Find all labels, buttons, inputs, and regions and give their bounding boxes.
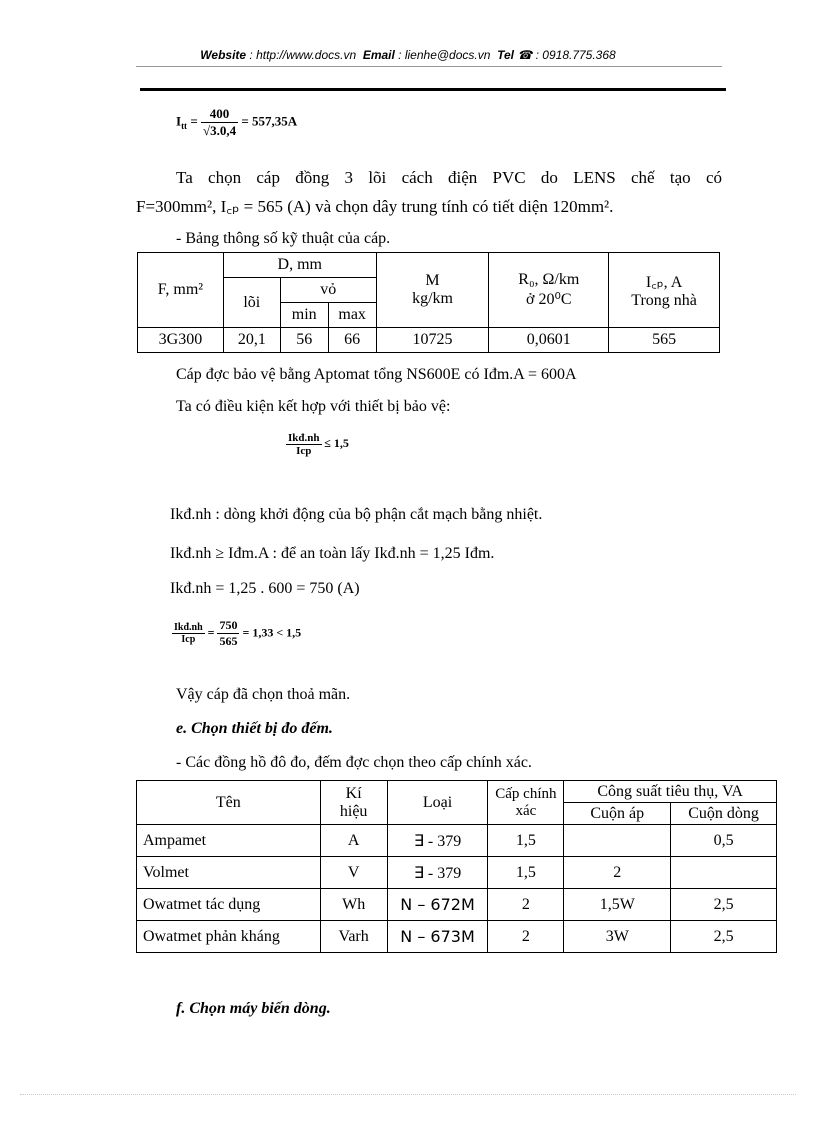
- paragraph-cable-line1: Ta chọn cáp đồng 3 lõi cách điện PVC do LENS chế tạo có: [176, 168, 722, 187]
- table-cell: Volmet: [137, 857, 321, 889]
- table-cell: 66: [328, 328, 376, 353]
- cable-spec-table: [137, 252, 720, 353]
- formula3-denominator2: 565: [219, 634, 238, 648]
- website-label: Website: [200, 48, 247, 62]
- table-cell: N – 672M: [387, 889, 488, 921]
- formula3-numerator1: Ikđ.nh: [174, 622, 203, 633]
- th-r-line2: ở 20⁰C: [526, 291, 572, 308]
- formula-lhs: I: [176, 113, 182, 129]
- line-conclusion: Vậy cáp đã chọn thoả mãn.: [176, 686, 351, 703]
- website-value[interactable]: : http://www.docs.vn: [249, 48, 357, 62]
- table-cell: 10725: [376, 328, 489, 353]
- table-row: [137, 857, 777, 889]
- th-r-line1: R₀, Ω/km: [518, 271, 580, 288]
- formula2-denominator: Icp: [296, 445, 312, 457]
- formula-condition: [286, 432, 349, 457]
- th-kihieu-line2: hiệu: [339, 802, 368, 820]
- meter-table: [136, 780, 777, 953]
- th-ten: Tên: [137, 781, 321, 825]
- table-cell: Ampamet: [137, 825, 321, 857]
- table-row: [138, 328, 720, 353]
- tel-label: Tel: [497, 48, 514, 62]
- th-cuonap: Cuộn áp: [564, 803, 671, 825]
- formula-fraction: [201, 106, 238, 139]
- line-aptomat: Cáp đợc bảo vệ bằng Aptomat tổng NS600E có Iđm.A = 600A: [176, 366, 577, 383]
- table-cell: 565: [609, 328, 720, 353]
- table-cell: [671, 857, 777, 889]
- table-cell: V: [320, 857, 387, 889]
- table-cell: A: [320, 825, 387, 857]
- table-cell: Owatmet phản kháng: [137, 921, 321, 953]
- th-loi: lõi: [223, 278, 280, 328]
- footer-divider: [20, 1094, 796, 1095]
- th-d: D, mm: [223, 253, 376, 278]
- tel-value: : 0918.775.368: [535, 48, 616, 62]
- header-divider-thick: [140, 88, 726, 91]
- th-icp: [609, 253, 720, 328]
- formula3-numerator2: 750: [219, 618, 238, 632]
- th-icp-line1: I꜀ₚ, A: [645, 274, 683, 291]
- table-cell: ∃ - 379: [387, 857, 488, 889]
- table-cell: 1,5: [488, 857, 564, 889]
- th-cuondong: Cuộn dòng: [671, 803, 777, 825]
- table-cell: 2: [488, 889, 564, 921]
- table-cell: 20,1: [223, 328, 280, 353]
- table-cell: 0,5: [671, 825, 777, 857]
- th-min: min: [280, 303, 328, 328]
- phone-icon: ☎: [517, 48, 533, 62]
- th-capchinhxac: [488, 781, 564, 825]
- table-row: [137, 825, 777, 857]
- formula2-fraction: [286, 432, 322, 457]
- line-dieukien: Ta có điều kiện kết hợp với thiết bị bảo vệ:: [176, 398, 451, 415]
- paragraph-cable-line2: F=300mm², I꜀ₚ = 565 (A) và chọn dây trung tính có tiết diện 120mm².: [136, 197, 614, 216]
- formula-rhs: = 557,35A: [241, 113, 298, 129]
- heading-f: f. Chọn máy biến dòng.: [176, 1000, 331, 1017]
- th-cap-line2: xác: [515, 802, 537, 819]
- table-cell: [564, 825, 671, 857]
- table-cell: 2,5: [671, 921, 777, 953]
- table-cell: 2: [564, 857, 671, 889]
- table-cell: Owatmet tác dụng: [137, 889, 321, 921]
- th-m-line2: kg/km: [412, 290, 453, 307]
- th-m-line1: M: [425, 272, 440, 289]
- th-r: [489, 253, 609, 328]
- table-cell: N – 673M: [387, 921, 488, 953]
- table-cell: 3W: [564, 921, 671, 953]
- table1-caption: - Bảng thông số kỹ thuật của cáp.: [176, 230, 391, 247]
- heading-e: e. Chọn thiết bị đo đếm.: [176, 720, 333, 737]
- formula3-fraction2: [217, 618, 239, 649]
- table-cell: 2: [488, 921, 564, 953]
- line-ikd-calc: Ikđ.nh = 1,25 . 600 = 750 (A): [170, 580, 360, 597]
- table-cell: Wh: [320, 889, 387, 921]
- th-kihieu: [320, 781, 387, 825]
- line-ikd-cond: Ikđ.nh ≥ Iđm.A : để an toàn lấy Ikđ.nh = 1,25 Iđm.: [170, 545, 495, 562]
- th-vo: vỏ: [280, 278, 376, 303]
- th-cap-line1: Cấp chính: [495, 785, 557, 802]
- formula3-denominator1: Icp: [181, 634, 196, 645]
- page-header: [0, 48, 816, 62]
- th-kihieu-line1: Kí: [345, 784, 362, 802]
- th-m: [376, 253, 489, 328]
- formula2-numerator: Ikđ.nh: [288, 432, 320, 444]
- header-divider-thin: [136, 66, 722, 67]
- th-icp-line2: Trong nhà: [631, 292, 697, 309]
- table-cell: 1,5: [488, 825, 564, 857]
- table-cell: ∃ - 379: [387, 825, 488, 857]
- table-row: [137, 921, 777, 953]
- formula3-fraction1: [172, 622, 205, 645]
- email-value[interactable]: : lienhe@docs.vn: [398, 48, 491, 62]
- formula-numerator: 400: [201, 106, 238, 123]
- email-label: Email: [362, 48, 395, 62]
- th-f: F, mm²: [138, 253, 224, 328]
- line-meters: - Các đồng hồ đô đo, đếm đợc chọn theo cấp chính xác.: [176, 754, 532, 771]
- table-row: [137, 889, 777, 921]
- line-ikd-def: Ikđ.nh : dòng khởi động của bộ phận cắt mạch bằng nhiệt.: [170, 506, 543, 523]
- table-cell: 0,0601: [489, 328, 609, 353]
- formula-lhs-sub: tt: [181, 121, 188, 132]
- table-cell: Varh: [320, 921, 387, 953]
- formula-check: $\frac{\text{Ikđ.nh}}{\text{Icp}}$ = $\frac{750}{565}$ = 1,33 < 1,5: [174, 618, 302, 648]
- table-cell: 1,5W: [564, 889, 671, 921]
- formula-denominator: √3.0,4: [202, 123, 237, 138]
- formula3-rhs: = 1,33 < 1,5: [242, 625, 302, 640]
- formula-itt: $I_{tt}$ = $\frac{400}{√3.0,4}$ = 557,35A: [176, 106, 298, 138]
- th-max: max: [328, 303, 376, 328]
- th-loai: Loại: [387, 781, 488, 825]
- table-cell: 56: [280, 328, 328, 353]
- table-cell: 3G300: [138, 328, 224, 353]
- th-congsuat: Công suất tiêu thụ, VA: [564, 781, 777, 803]
- formula2-rhs: ≤ 1,5: [324, 436, 349, 451]
- table-cell: 2,5: [671, 889, 777, 921]
